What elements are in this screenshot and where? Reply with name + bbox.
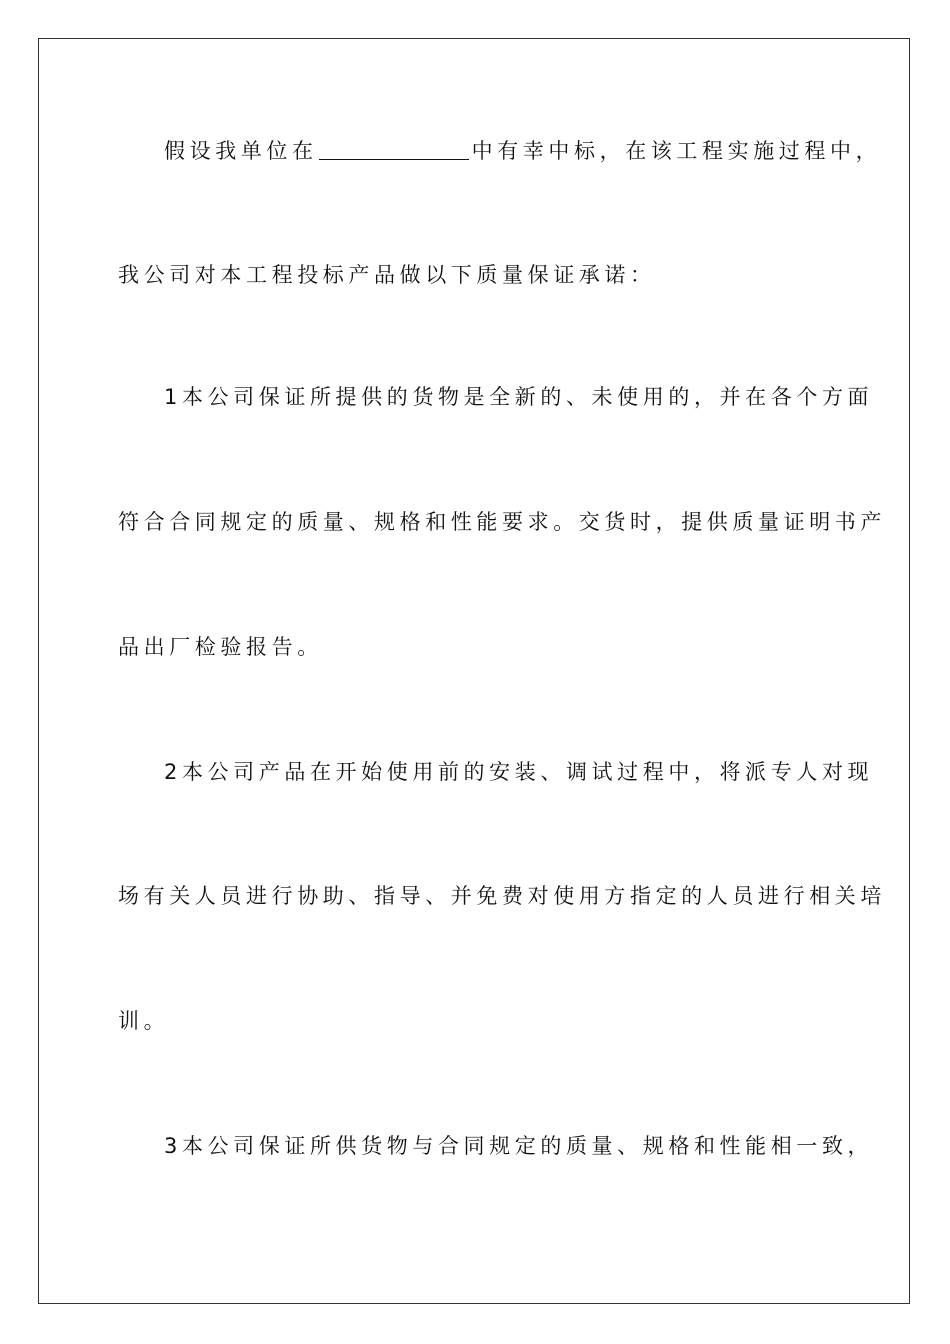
- paragraph-3-line-3: 训。: [118, 1009, 170, 1033]
- page-border: [38, 38, 910, 1304]
- paragraph-3-line-1: 2本公司产品在开始使用前的安装、调试过程中，将派专人对现: [164, 760, 874, 784]
- paragraph-1-line-1: [164, 136, 884, 166]
- text-before-blank: 假设我单位在: [164, 139, 318, 163]
- paragraph-2-line-1: 1本公司保证所提供的货物是全新的、未使用的，并在各个方面: [164, 385, 874, 409]
- paragraph-2-line-3: 品出厂检验报告。: [118, 635, 323, 659]
- fill-in-blank[interactable]: [319, 137, 469, 160]
- paragraph-1-line-2: 我公司对本工程投标产品做以下质量保证承诺：: [118, 263, 656, 287]
- paragraph-3-line-2: 场有关人员进行协助、指导、并免费对使用方指定的人员进行相关培: [118, 884, 886, 908]
- paragraph-2-line-2: 符合合同规定的质量、规格和性能要求。交货时，提供质量证明书产: [118, 510, 886, 534]
- text-after-blank: 中有幸中标，在该工程实施过程中，: [471, 139, 882, 163]
- paragraph-4-line-1: 3本公司保证所供货物与合同规定的质量、规格和性能相一致，: [164, 1134, 874, 1158]
